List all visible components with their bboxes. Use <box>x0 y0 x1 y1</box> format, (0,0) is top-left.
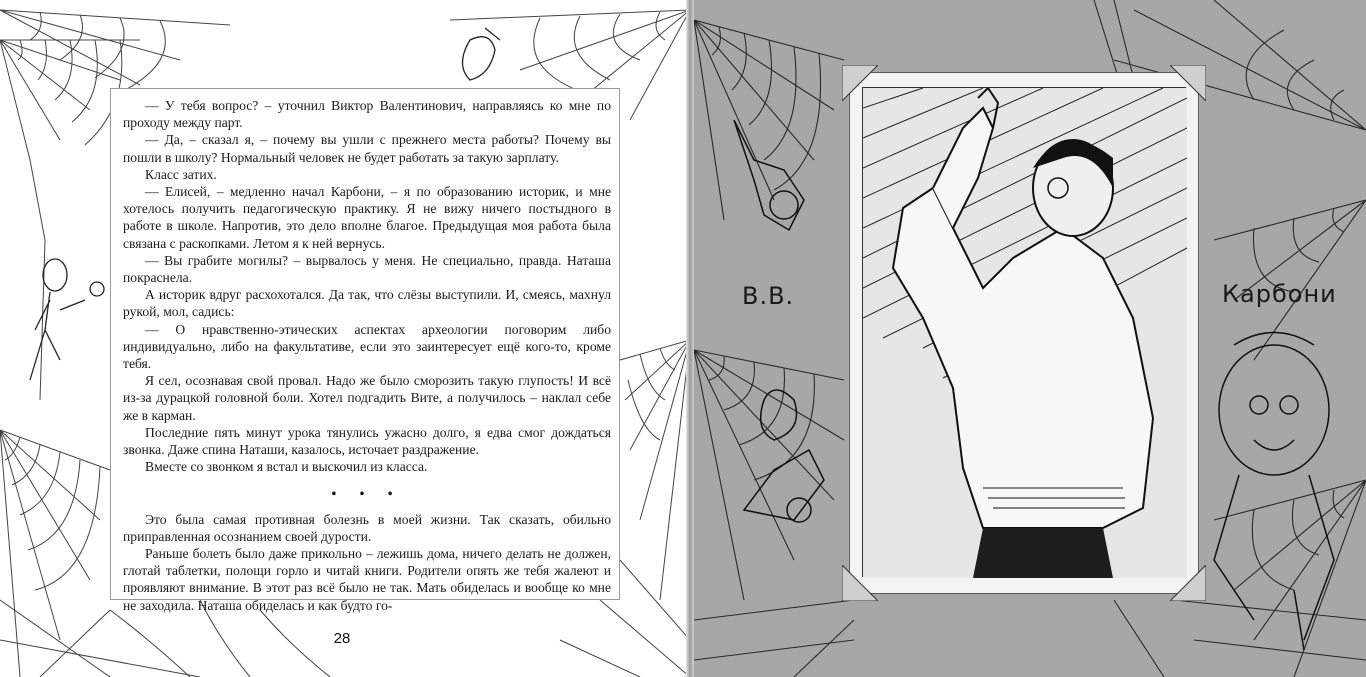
right-page <box>694 0 1366 677</box>
photo-corner <box>1170 65 1206 101</box>
page-number: 28 <box>333 630 351 647</box>
section-separator: • • • <box>331 486 403 502</box>
paragraph: — Да, – сказал я, – почему вы ушли с прежнего места работы? Почему вы пошли в школу? Нормальный человек не будет работать за такую зарплату. <box>123 132 611 165</box>
photo-corner <box>842 65 878 101</box>
paragraph: А историк вдруг расхохотался. Да так, что слёзы выступили. И, смеясь, махнул рукой, мол, садись: <box>123 287 611 320</box>
paragraph: Раньше болеть было даже прикольно – лежишь дома, ничего делать не должен, глотай таблетки, полощи горло и читай книги. Родители опять же тебя жалеют и проявляют внимание. В этот раз всё было не так. Мать обиделась и вообще ко мне не заходила. Наташа обиделась и как будто го- <box>123 546 611 613</box>
book-gutter <box>686 0 694 677</box>
paragraph: — У тебя вопрос? – уточнил Виктор Валентинович, направляясь ко мне по проходу между парт. <box>123 98 611 131</box>
paragraph: Я сел, осознавая свой провал. Надо же было сморозить такую глупость! И всё из-за дурацкой головной боли. Хотел подгадить Вите, а получилось – наклал себе же в карман. <box>123 373 611 423</box>
photo-corner <box>1170 565 1206 601</box>
caption-left: В.В. <box>742 282 795 310</box>
illustration-photo-frame <box>850 73 1198 593</box>
paragraph: — Елисей, – медленно начал Карбони, – я по образованию историк, и мне хотелось получить педагогическую практику. Я не вижу ничего постыдного в работе в школе. Напротив, это дело вполне благое. Предыдущая моя работа была связана с раскопками. Летом я к ней вернусь. <box>123 184 611 251</box>
story-text <box>110 88 620 613</box>
photo-corner <box>842 565 878 601</box>
man-portrait-drawing <box>863 88 1187 578</box>
caption-right: Карбони <box>1222 280 1337 308</box>
paragraph: Это была самая противная болезнь в моей жизни. Так сказать, обильно приправленная осознанием своей дурости. <box>123 511 611 544</box>
paragraph: — Вы грабите могилы? – вырвалось у меня. Не специально, правда. Наташа покраснела. <box>123 252 611 286</box>
paragraph: — О нравственно-этических аспектах археологии поговорим либо индивидуально, либо на факультативе, если это заинтересует ещё кого-то, кроме тебя. <box>123 321 611 372</box>
illustration-man-at-board <box>862 87 1186 577</box>
paragraph: Класс затих. <box>145 166 217 182</box>
paragraph: Последние пять минут урока тянулись ужасно долго, я едва смог дождаться звонка. Даже спина Наташи, казалось, источает раздражение. <box>123 424 611 458</box>
paragraph: Вместе со звонком я встал и выскочил из класса. <box>145 459 428 475</box>
